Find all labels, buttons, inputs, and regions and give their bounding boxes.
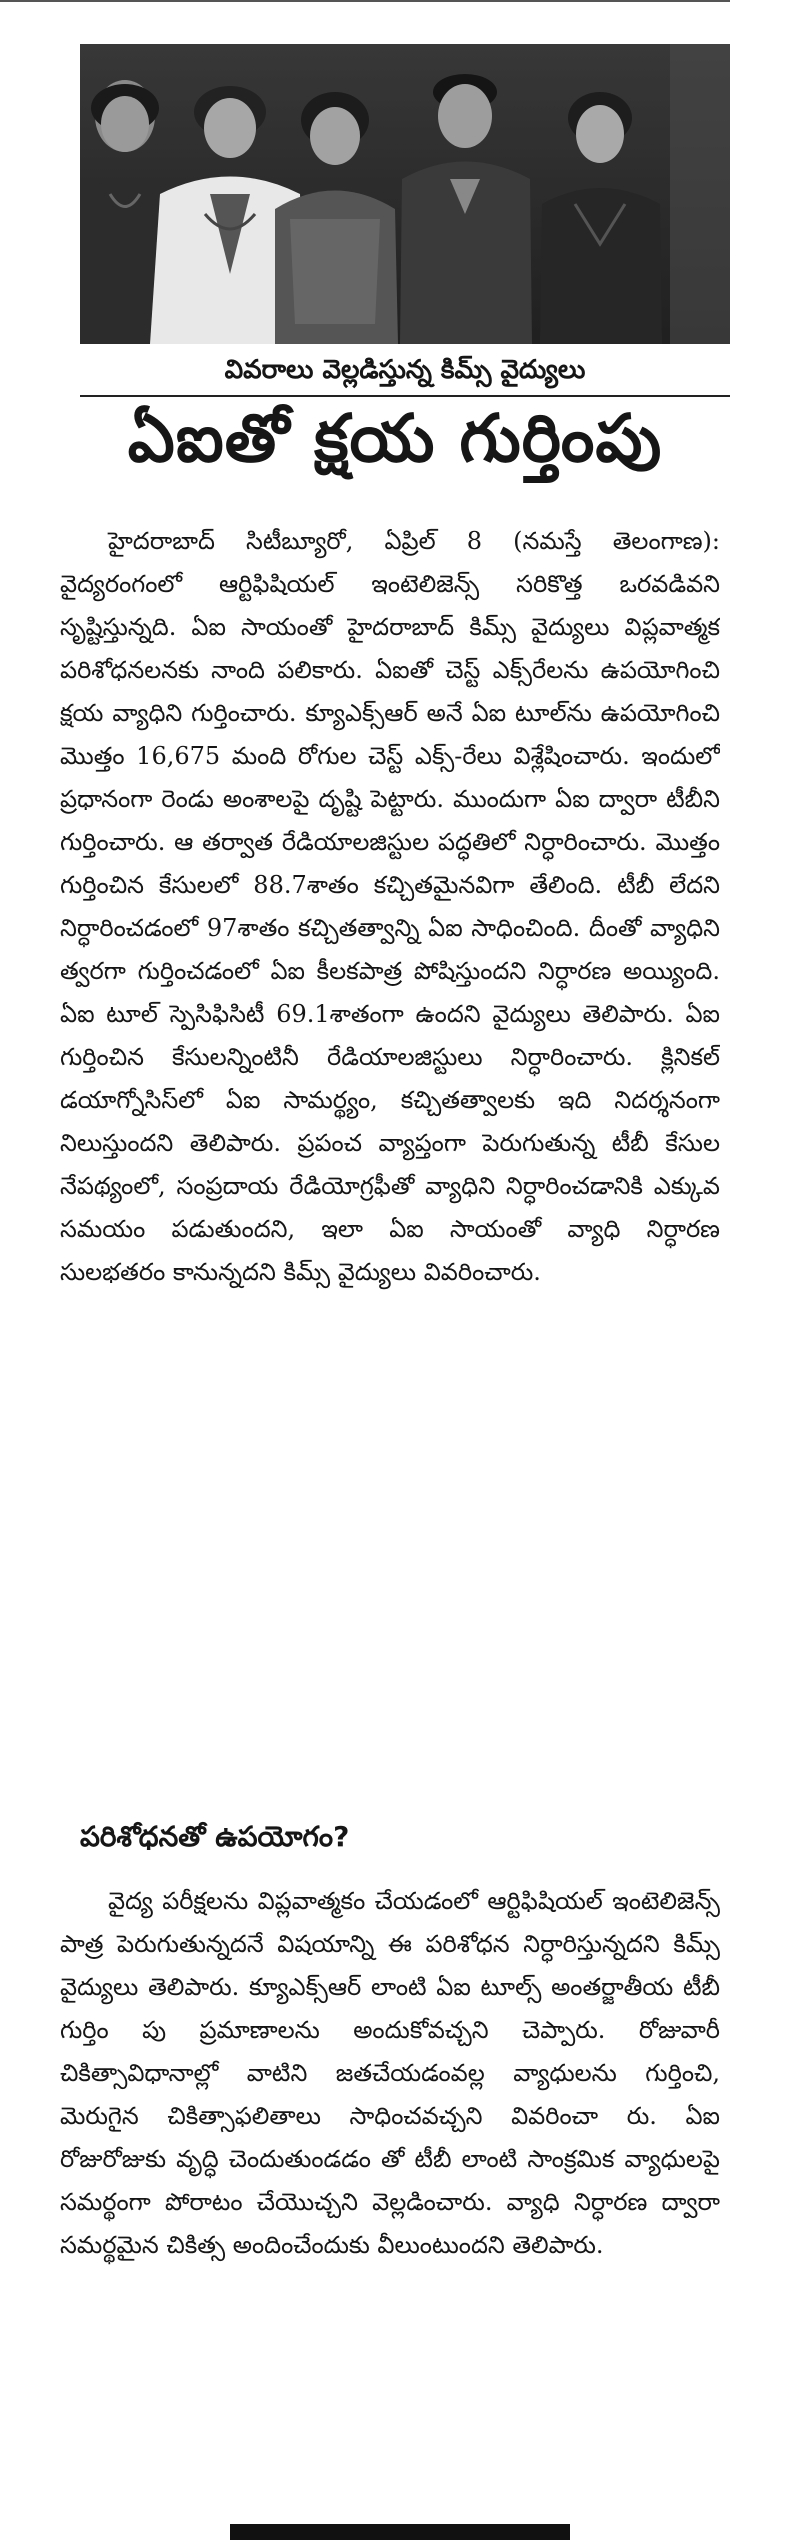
doctors-group-photo [80,44,730,344]
top-rule [0,0,730,32]
article-body-paragraph-2: వైద్య పరీక్షలను విప్లవాత్మకం చేయడంలో ఆర్టిఫిషియల్ ఇంటెలిజెన్స్ పాత్ర పెరుగుతున్నదనే విషయాన్ని ఈ పరిశోధన నిర్ధారిస్తున్నదని కిమ్స్ వైద్యులు తెలిపారు. క్యూఎక్స్ఆర్ లాంటి ఏఐ టూల్స్ అంతర్జాతీయ టీబీ గుర్తిం పు ప్రమాణాలను అందుకోవచ్చని చెప్పారు. రోజువారీ చికిత్సావిధానాల్లో వాటిని జతచేయడంవల్ల వ్యాధులను గుర్తించి, మెరుగైన చికిత్సాఫలితాలు సాధించవచ్చని వివరించా రు. ఏఐ రోజురోజుకు వృద్ధి చెందుతుండడం తో టీబీ లాంటి సాంక్రమిక వ్యాధులపై సమర్థంగా పోరాటం చేయొచ్చని వెల్లడించారు. వ్యాధి నిర్ధారణ ద్వారా సమర్థమైన చికిత్స అందించేందుకు వీలుంటుందని తెలిపారు. [60,1887,720,2259]
subheading: పరిశోధనతో ఉపయోగం? [80,1820,350,1853]
photo-caption: వివరాలు వెల్లడిస్తున్న కిమ్స్ వైద్యులు [80,355,730,397]
headline: ఏఐతో క్షయ గుర్తింపు [127,400,663,477]
next-headline-cutoff [230,2524,570,2540]
article-body-paragraph: హైదరాబాద్ సిటీబ్యూరో, ఏప్రిల్ 8 (నమస్తే తెలంగాణ): వైద్యరంగంలో ఆర్టిఫిషియల్ ఇంటెలిజెన్స్ సరికొత్త ఒరవడివని సృష్టిస్తున్నది. ఏఐ సాయంతో హైదరాబాద్ కిమ్స్ వైద్యులు విప్లవాత్మక పరిశోధనలనకు నాంది పలికారు. ఏఐతో చెస్ట్ ఎక్స్‌రేలను ఉపయోగించి క్షయ వ్యాధిని గుర్తించారు. క్యూఎక్స్ఆర్ అనే ఏఐ టూల్‌ను ఉపయోగించి మొత్తం 16,675 మంది రోగుల చెస్ట్ ఎక్స్-రేలు విశ్లేషించారు. ఇందులో ప్రధానంగా రెండు అంశాలపై దృష్టి పెట్టారు. ముందుగా ఏఐ ద్వారా టీబీని గుర్తించారు. ఆ తర్వాత రేడియాలజిస్టుల పద్ధతిలో నిర్ధారించారు. మొత్తం గుర్తించిన కేసులలో 88.7శాతం కచ్చితమైనవిగా తేలింది. టీబీ లేదని నిర్ధారించడంలో 97శాతం కచ్చితత్వాన్ని ఏఐ సాధించింది. దీంతో వ్యాధిని త్వరగా గుర్తించడంలో ఏఐ కీలకపాత్ర పోషిస్తుందని నిర్ధారణ అయ్యింది. ఏఐ టూల్ స్పెసిఫిసిటీ 69.1శాతంగా ఉందని వైద్యులు తెలిపారు. ఏఐ గుర్తించిన కేసులన్నింటినీ రేడియాలజిస్టులు నిర్ధారించారు. క్లినికల్ డయాగ్నోసిస్‌లో ఏఐ సామర్థ్యం, కచ్చితత్వాలకు ఇది నిదర్శనంగా నిలుస్తుందని తెలిపారు. ప్రపంచ వ్యాప్తంగా పెరుగుతున్న టీబీ కేసుల నేపథ్యంలో, సంప్రదాయ రేడియోగ్రఫీతో వ్యాధిని నిర్ధారించడానికి ఎక్కువ సమయం పడుతుందని, ఇలా ఏఐ సాయంతో వ్యాధి నిర్ధారణ సులభతరం కానున్నదని కిమ్స్ వైద్యులు వివరించారు. [60,527,720,1286]
